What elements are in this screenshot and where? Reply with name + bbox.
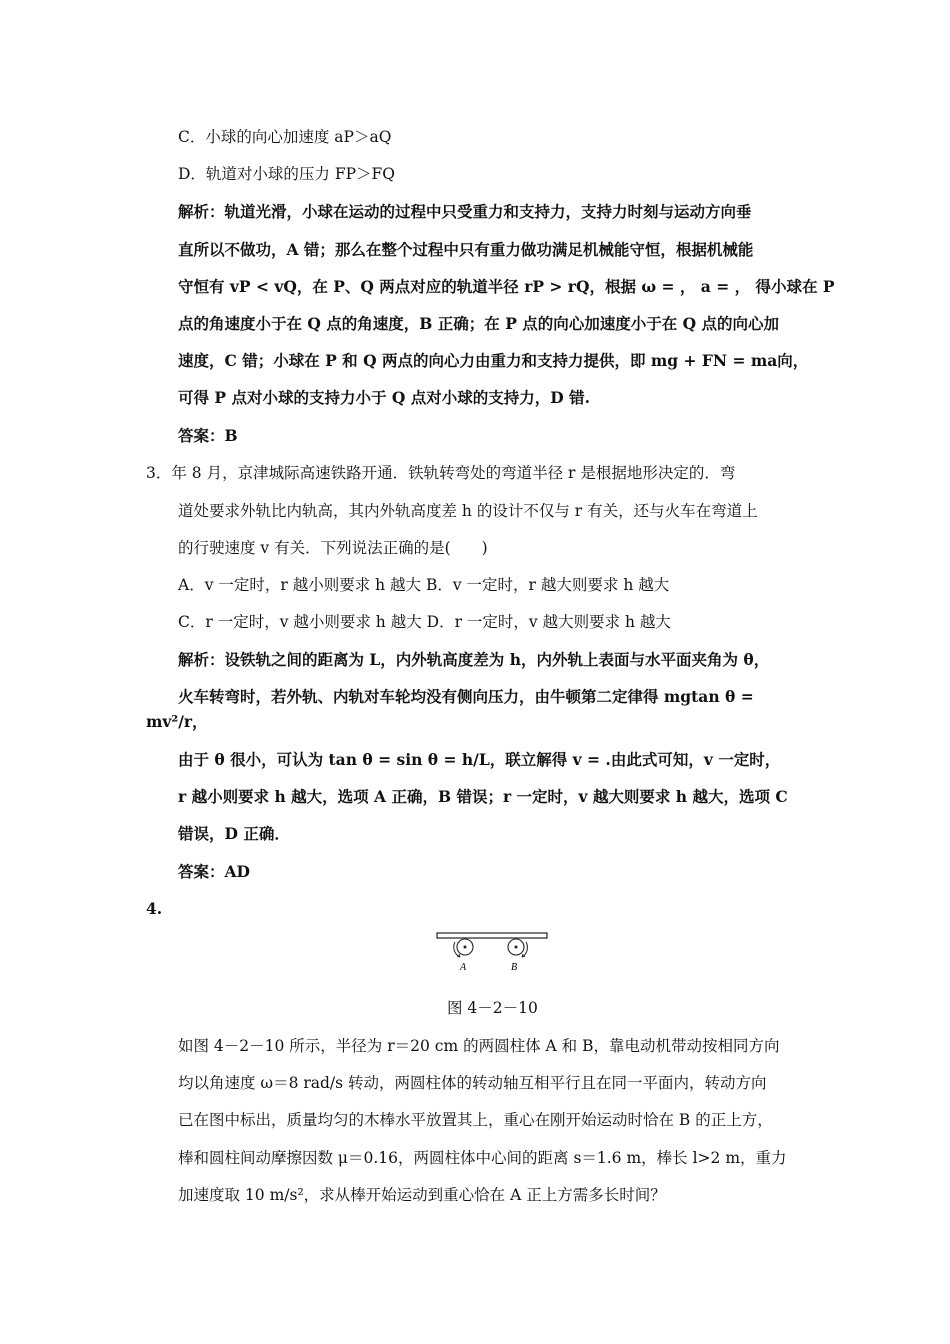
question-3-stem: 道处要求外轨比内轨高，其内外轨高度差 h 的设计不仅与 r 有关，还与火车在弯道上 — [178, 502, 758, 520]
analysis-line: mv²/r， — [146, 712, 208, 731]
analysis-line: 可得 P 点对小球的支持力小于 Q 点对小球的支持力，D 错. — [178, 388, 590, 407]
cylinder-b — [508, 939, 527, 957]
question-4-stem: 均以角速度 ω＝8 rad/s 转动，两圆柱体的转动轴互相平行且在同一平面内，转动方向 — [178, 1074, 767, 1092]
question-4-stem: 棒和圆柱间动摩擦因数 μ＝0.16，两圆柱体中心间的距离 s＝1.6 m，棒长 l>2 m，重力 — [178, 1149, 787, 1167]
figure-caption: 图 4－2－10 — [447, 999, 538, 1017]
analysis-line: 由于 θ 很小，可认为 tan θ = sin θ = h/L，联立解得 v = .由此式可知，v 一定时， — [178, 750, 781, 769]
analysis-line: r 越小则要求 h 越大，选项 A 正确，B 错误；r 一定时，v 越大则要求 h 越大，选项 C — [178, 787, 788, 806]
options-cd-q3: C．r 一定时，v 越小则要求 h 越大 D．r 一定时，v 越大则要求 h 越大 — [178, 613, 671, 631]
question-3-stem: 3．年 8 月，京津城际高速铁路开通．铁轨转弯处的弯道半径 r 是根据地形决定的．弯 — [146, 464, 736, 482]
question-3-stem: 的行驶速度 v 有关．下列说法正确的是( ) — [178, 539, 488, 557]
analysis-line: 速度，C 错；小球在 P 和 Q 两点的向心力由重力和支持力提供，即 mg + FN = ma向， — [178, 351, 809, 370]
analysis-line: 错误，D 正确． — [178, 824, 290, 843]
question-4-stem: 如图 4－2－10 所示，半径为 r＝20 cm 的两圆柱体 A 和 B，靠电动机带动按相同方向 — [178, 1037, 780, 1055]
wooden-rod — [437, 933, 547, 938]
analysis-line: 火车转弯时，若外轨、内轨对车轮均没有侧向压力，由牛顿第二定律得 mgtan θ = — [178, 687, 754, 706]
question-4-stem: 已在图中标出，质量均匀的木棒水平放置其上，重心在刚开始运动时恰在 B 的正上方， — [178, 1111, 773, 1129]
analysis-line: 直所以不做功，A 错；那么在整个过程中只有重力做功满足机械能守恒，根据机械能 — [178, 240, 754, 259]
analysis-line: 守恒有 vP < vQ，在 P、Q 两点对应的轨道半径 rP > rQ，根据 ω = ， a = ， 得小球在 P — [178, 277, 835, 296]
option-d-q2: D．轨道对小球的压力 FP＞FQ — [178, 165, 396, 183]
label-b: B — [511, 962, 518, 973]
question-4-stem: 加速度取 10 m/s²，求从棒开始运动到重心恰在 A 正上方需多长时间？ — [178, 1186, 666, 1204]
option-c-q2: C．小球的向心加速度 aP＞aQ — [178, 128, 392, 146]
analysis-line: 解析：设铁轨之间的距离为 L，内外轨高度差为 h，内外轨上表面与水平面夹角为 θ， — [178, 650, 770, 669]
analysis-line: 解析：轨道光滑，小球在运动的过程中只受重力和支持力，支持力时刻与运动方向垂 — [178, 202, 752, 221]
label-a: A — [460, 962, 467, 973]
cylinder-a — [454, 939, 473, 957]
analysis-line: 点的角速度小于在 Q 点的角速度，B 正确；在 P 点的向心加速度小于在 Q 点的向心加 — [178, 314, 780, 333]
answer-q3: 答案：AD — [178, 862, 250, 881]
answer-q2: 答案：B — [178, 426, 238, 445]
options-ab-q3: A．v 一定时，r 越小则要求 h 越大 B．v 一定时，r 越大则要求 h 越大 — [178, 576, 670, 594]
question-4-number: 4. — [146, 899, 163, 918]
cylinder-figure — [436, 930, 548, 974]
